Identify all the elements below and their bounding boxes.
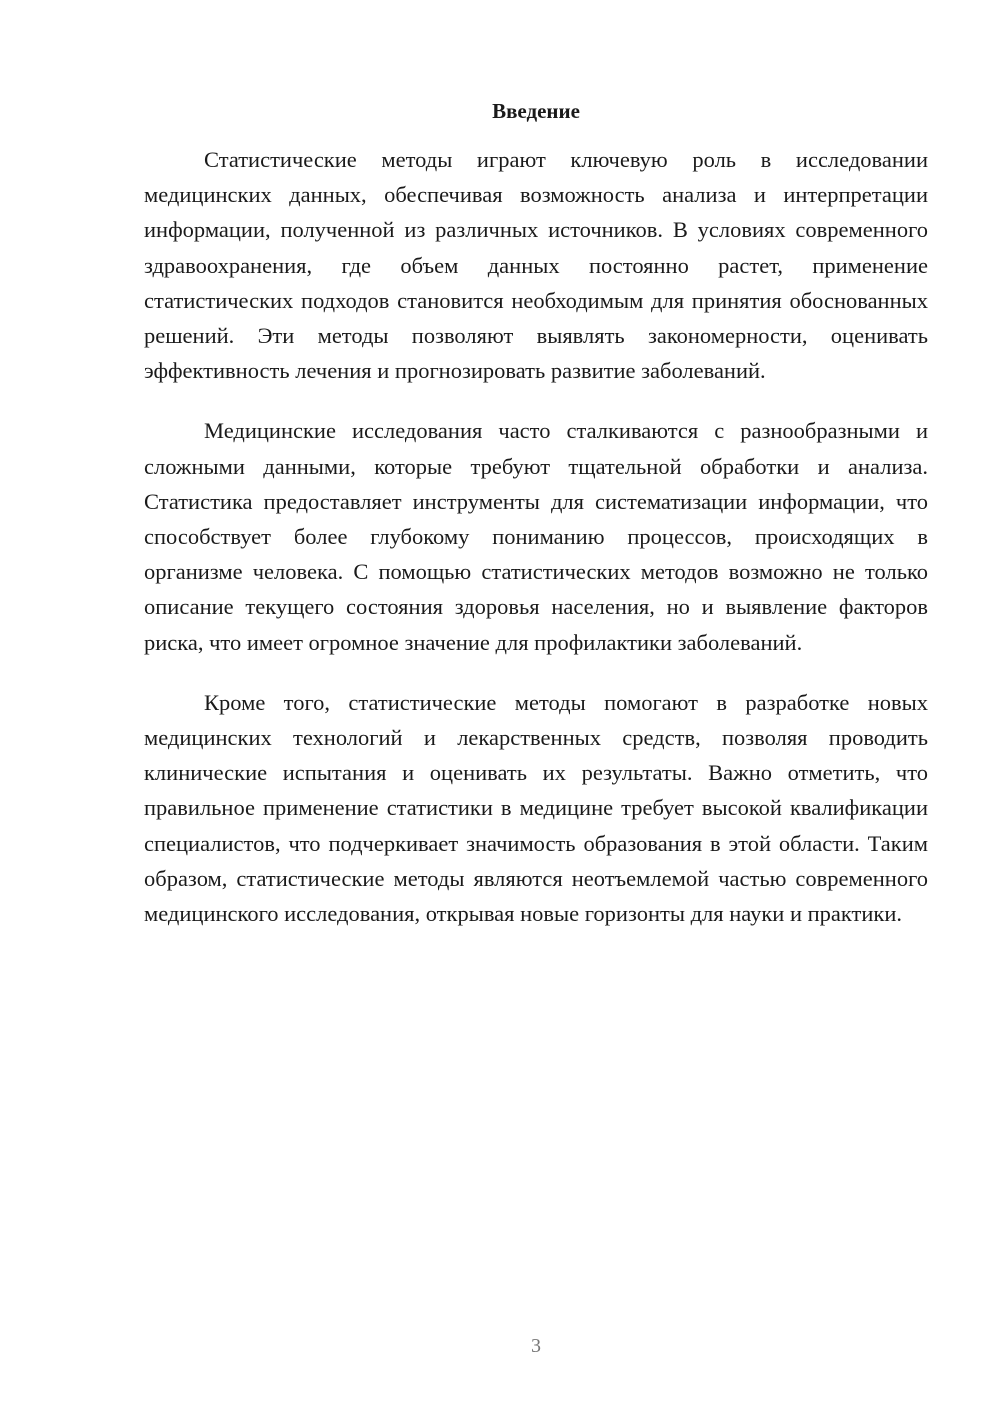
paragraph-2: Медицинские исследования часто сталкиваются с разнообразными и сложными данными, которые требуют тщательной обработки и анализа. Статистика предоставляет инструменты для систематизации информации, что способствует более глубокому пониманию процессов, происходящих в организме человека. С помощью статистических методов возможно не только описание текущего состояния здоровья населения, но и выявление факторов риска, что имеет огромное значение для профилактики заболеваний. bbox=[144, 418, 928, 655]
page-number: 3 bbox=[531, 1335, 541, 1357]
body-text bbox=[144, 142, 928, 956]
paragraph-3: Кроме того, статистические методы помогают в разработке новых медицинских технологий и лекарственных средств, позволяя проводить клинические испытания и оценивать их результаты. Важно отметить, что правильное применение статистики в медицине требует высокой квалификации специалистов, что подчеркивает значимость образования в этой области. Таким образом, статистические методы являются неотъемлемой частью современного медицинского исследования, открывая новые горизонты для науки и практики. bbox=[144, 689, 928, 927]
paragraph-1: Статистические методы играют ключевую роль в исследовании медицинских данных, обеспечивая возможность анализа и интерпретации информации, полученной из различных источников. В условиях современного здравоохранения, где объем данных постоянно растет, применение статистических подходов становится необходимым для принятия обоснованных решений. Эти методы позволяют выявлять закономерности, оценивать эффективность лечения и прогнозировать развитие заболеваний. bbox=[144, 147, 928, 384]
section-heading: Введение bbox=[492, 99, 580, 123]
